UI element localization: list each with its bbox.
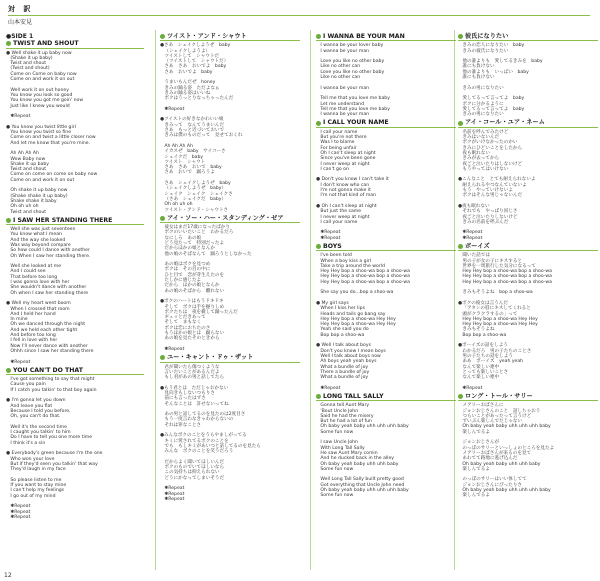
song-title: YOU CAN'T DO THAT	[6, 368, 144, 375]
bullet-icon	[458, 121, 463, 126]
song-lyrics: I call your name But you're not there Was I to blame For being unfair Oh I can't sleep at night Since you've been gone I never weep at night I can't go on ● Don't you know I can't take it I don't know who can I'm not gonna make it I'm not that kind of man ● Oh I can't sleep at night But just the same I never weep at night I call your name ✱Repeat ✱Repeat	[316, 129, 389, 241]
translator-name: 山本安見	[8, 19, 33, 26]
bullet-icon	[316, 121, 321, 126]
song-title: TWIST AND SHOUT	[6, 41, 144, 48]
side-label: ●SIDE 1	[6, 33, 34, 40]
lyrics-column-2	[160, 34, 300, 505]
song-title: I WANNA BE YOUR MAN	[316, 34, 456, 41]
song-lyrics: Well she was just seventeen You know what I mean And the way she looked Was way beyond compare So how could I dance with another Oh When I saw her standing there. Well she looked at me And I could see That before too long I was gonna love with her She wouldn't dance with another Oh when I saw her standing there ● Well my heart went boom When I crossed that room And I held her hand In mine Oh we danced through the night And we held each other tight And before too long I fell in love with her Now I'll never dance with another Ohhh since I saw her standing there ✱Repeat	[6, 227, 94, 365]
song-block	[160, 34, 300, 213]
song-title: 彼氏になりたい	[458, 34, 598, 41]
lyrics-column-1	[6, 34, 144, 523]
song-lyrics: I wanna be your lover baby I wanna be your man Love you like no other baby Like no other can Love you like no other baby Like no other can I wanna be your man Tell me that you love me baby Let me understand Tell me that you love me baby I wanna be your man	[320, 43, 390, 118]
song-block	[6, 41, 144, 215]
song-title: ロング・トール・サリー	[458, 394, 598, 401]
song-lyrics: I've got something to say that might Cause you pain If I catch you talkin' to that boy again ● I'm gonna let you down And leave you flat Because I told you before, Oh, you can't do that. Well it's the second time I caught you talkin' to him Do I have to tell you one more time I think it's a sin ● Everybody's green because I'm the one Who won your love But if they'd seen you talkin' that way They'd laugh in my face So please listen to me If you want to stay mine I can't help my feelings I go out of my mind ✱Repeat ✱Repeat ✱Repeat	[6, 377, 103, 520]
header-rule	[8, 15, 590, 16]
page-header	[0, 0, 600, 26]
song-title: BOYS	[316, 244, 456, 251]
song-block	[316, 394, 456, 499]
song-title: LONG TALL SALLY	[316, 394, 456, 401]
song-title: ボーイズ	[458, 244, 598, 251]
bullet-icon	[316, 34, 321, 39]
song-title: I CALL YOUR NAME	[316, 120, 456, 127]
song-block	[458, 34, 598, 117]
bullet-icon	[458, 244, 463, 249]
bullet-icon	[458, 394, 463, 399]
bullet-icon	[458, 34, 463, 39]
lyrics-column-3	[316, 34, 456, 502]
song-block	[458, 244, 598, 391]
song-lyrics: I've been told When a boy kiss a girl Take a trip around the world Hey Hey bop a shoo-wa bop a shoo-wa Hey Hey bop a shoo-wa bop a shoo-wa Hey Hey bop a shoo-wa bop a shoo-wa She say you do...bop a shoo-wa ● My girl says When I kiss her lips Heads and tails go bang say Hey Hey bop a shoo-wa Hey Hey Hey Hey bop a shoo-wa Hey Hey Yeah she said you do Bop bop a shoo-wa ● Well I talk about boys Don't you know I mean boys Well I talk about boys now Ah boys yeah yeah boys What a bundle of joy There a bundle of joy What a bundle of joy ✱Repeat	[316, 253, 410, 391]
song-title: ユー・キャント・ドゥ・ザット	[160, 355, 300, 362]
column-divider	[310, 30, 311, 570]
song-lyrics: ●さあ シェイクしようぜ baby （シェイクしようよ） ツイストして シャウトだ （ツイストして シャウトだ） さあ さあ おいでよ baby さあ おいでよ baby うまいもんだぜ honey きみの踊る姿 ただよなぁ きみの踊る姿はいいね ボクはうっとりなっちゃったんだ ✱Repeat ●ツイストの好きなかわいい娘 きみって なんてうまいんだ さあ もっと近づいておいで きみは僕のものだって 見せておくれ Ah Ah Ah Ah イカスぜ baby サイコーさ シェイクだ baby ツイスト シャウト さあ さあ おいで baby さあ おいで 踊ろうよ さあ シェイクしようぜ baby （シェイクしようぜ baby） シェイク シェイク シェイクさ （さあ シェイクだ baby） Oh oh uh oh ツイスト・アンド・シャウトさ	[160, 43, 243, 213]
song-title: アイ・コール・ユア・ネーム	[458, 120, 598, 127]
song-block	[316, 34, 456, 117]
song-lyrics: 名前を呼んでみたけど きみはいないんだ ボクがいけなかったのかい きみにひどいことをしたから 夜も眠れない きみが去ってから 夜ごと泣いたりはしないけど もうやってはいけない ●こんなこと とても耐えられないよ 耐えられるやつなんていないよ もう やっていけないよ ボクはそんな男じゃないんだ ●夜も眠れない それでも やっぱり同じさ 夜ごと泣いたりしないけど きみの名前を呼ぶんだ ✱Repeat ✱Repeat	[458, 129, 536, 241]
page-number: 12	[4, 572, 12, 579]
song-block	[160, 216, 300, 352]
song-lyrics: 彼女はまだ17歳になったばかり ボクのいいたいこと わかるだろ なにしろ あの娘 どう見たって 特別だったよ だからほかの娘となんか 他の娘のそばなんて 踊ろうとしなかった あの娘はボクを見つめ ボクは その目の中に ひと目で 恋が芽生えたのを たしかに感じたよ だから ほかの娘となんか あの娘のそばから 離れない ●ボクのハートはもうドキドキ そして ボクは手を握りしめ ボクたちは 夜を徹して踊ったんだ ギュッとだきあって そして まもなく ボクは恋におちたのさ もうほかの娘とは 踊らない あの娘を見たそのときから ✱Repeat	[160, 225, 252, 352]
song-title: ツイスト・アンド・シャウト	[160, 34, 300, 41]
lyrics-column-4	[458, 34, 598, 502]
song-block	[6, 368, 144, 520]
song-block	[458, 120, 598, 241]
page-title: 対 訳	[8, 5, 34, 13]
column-divider	[155, 30, 156, 570]
bullet-icon	[316, 244, 321, 249]
bullet-icon	[6, 41, 11, 46]
song-lyrics: メアリーおばさんに ジョンおじさんのこと 話しちゃおう つらいことがあったって言うけど ずいぶん楽しんでたじゃない Oh baby yeah baby uhh uhh uhh baby 楽しんでるよ ジョンおじさんが のっぽのサリーといっしょのところを見たよ メアリーおばさんが来るのを見て あわてて路地に逃げ込んだ Oh baby yeah baby uhh uhh baby 楽しんでるよ のっぽのサリーはいい体してて ジョンおじさんにぴったりさ Oh baby yeah baby uhh uhh uhh baby 楽しんでるよ	[462, 403, 555, 499]
song-block	[316, 120, 456, 241]
song-title: I SAW HER STANDING THERE	[6, 218, 144, 225]
song-lyrics: 君が聞いたら傷つくような 言いたいことがあるんだよ もし君があの男と話してたら ●もう君とは ただじゃおかない 見向きもしないつもりさ 前にも言ったはずさ そんなことは 許せないってね あの男と話してるのを見たのは2度目さ もう一度言わなきゃわからないの それは罪なことさ ●みんなボクのことをうらやましがってる キミに愛されてるボクのことを でも もしキミがあいつと話してるのを見たら みんな ボクのことを笑うだろう だからよく聞いてほしいんだ ボクのものでいてほしいなら この気持ちは抑えられない どうにかなってしまいそうだ ✱Repeat ✱Repeat ✱Repeat	[160, 364, 261, 502]
bullet-icon	[160, 216, 165, 221]
song-block	[160, 355, 300, 502]
song-lyrics: Gonna tell Aunt Mary 'Bout Uncle John Said he had the misery But he had a lot of fun Oh baby yeah baby uhh uhh uhh baby Some fun now I saw Uncle John With Long Tall Sally He saw Aunt Mary comin And he ducked back in the alley Oh baby yeah baby uhh uhh baby Some fun now Well Long Tall Sally built pretty good Got everything that Uncle John need Oh baby yeah baby uhh uhh uhh baby Some fun now	[320, 403, 409, 499]
bullet-icon	[6, 368, 11, 373]
song-block	[458, 394, 598, 499]
song-block	[316, 244, 456, 391]
song-title: アイ・ソー・ハー・スタンディング・ゼア	[160, 216, 300, 223]
bullet-icon	[6, 218, 11, 223]
song-lyrics: ● Well shake it up baby now (Shake it up baby) Twist and shout (Twist and shout) Come on Come on baby now Come on and work it on out Well work it on out honey You know you look so good You know you got me goin' now Just like I knew you would ✱Repeat ● You know you twist little girl You know you twist so fine Come on and twist a little closer now And let me know that you're mine. Ah Ah Ah Ah Wow Baby now Shake it up baby Twist and shout Come on come on come on baby now Come on and work it on out Oh shake it up baby now (Shake shake it up baby) Shake shake it baby Oh oh uh oh Twist and shout	[6, 50, 98, 215]
bullet-icon	[160, 355, 165, 360]
song-lyrics: 聞いた話では 男の子が女の子にキスすると 世界を一周旅行した気分になるって Hey Hey bop a shoo-wa bop a shoo-wa Hey Hey bop a shoo-wa bop a shoo-wa Hey Hey bop a shoo-wa bop a shoo-wa きみもそうよね bop a shoo-wa ●ボクの彼女は言うんだ 「アタシの唇にキスしてくれると 頭がクラクラするの」って Hey Hey bop a shoo-wa Hey Hey Hey Hey bop a shoo-wa Hey Hey きみもそうよね Bop bop a shoo-wa ●ボーイズの話をしよう わかるだろ 男の子たちのことさ 男の子たちの話をしよう ああ ボーイズ yeah yeah なんて楽しい連中 とっても楽しいことさ なんて楽しい連中 ✱Repeat	[458, 253, 552, 391]
bullet-icon	[316, 394, 321, 399]
bullet-icon	[160, 34, 165, 39]
song-lyrics: きみの恋人になりたい baby きみの彼氏になりたい 他の誰よりも 愛してるきみを baby 誰にも負けない 他の誰よりも いっぱい baby 誰にも負けない きみの男になりたい 愛してるって言ってよ baby ボクに分かるように 愛してるって言ってよ baby きみの男になりたい	[462, 43, 543, 118]
song-block	[6, 218, 144, 365]
